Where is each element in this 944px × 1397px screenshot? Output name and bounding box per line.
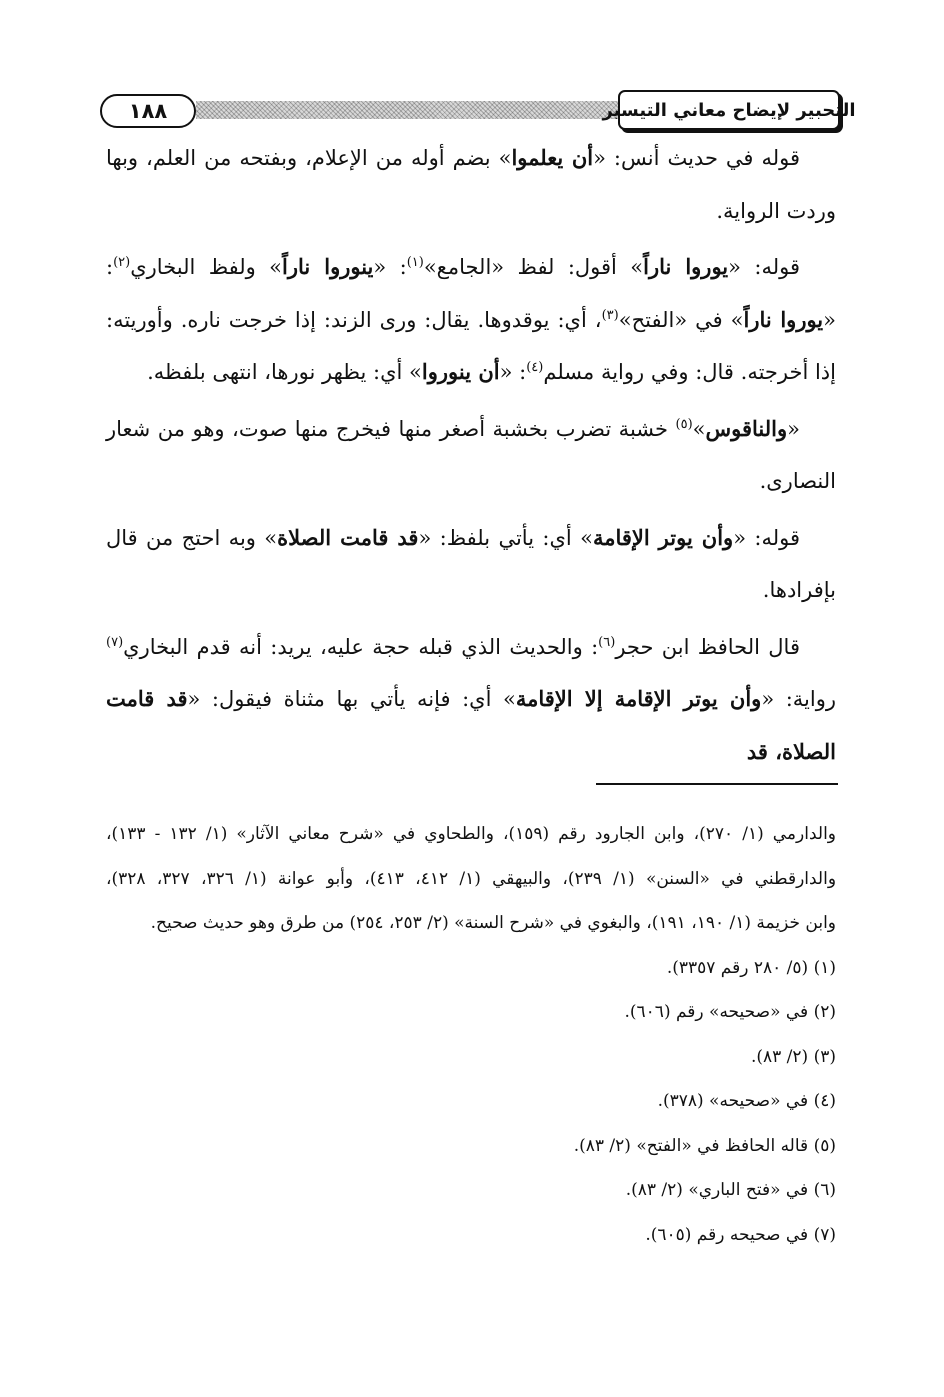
text-run: » أي: يظهر نورها، انتهى بلفظه. — [147, 360, 422, 384]
text-run: : « — [373, 255, 407, 279]
book-title: التحبير لإيضاح معاني التيسير — [602, 99, 856, 121]
quoted-term: قد قامت الصلاة، قد — [106, 686, 836, 764]
text-run: : « — [106, 255, 837, 332]
footnote-6: (٦) في «فتح الباري» (٢/ ٨٣). — [625, 1180, 836, 1200]
text-run: » أقول: لفظ «الجامع» — [423, 255, 644, 279]
page-header — [100, 90, 856, 134]
text-run: خشبة تضرب بخشبة أصغر منها فيخرج منها صوت، وهو من شعار النصارى. — [106, 416, 836, 493]
quoted-term: ينوروا ناراً — [282, 254, 374, 279]
quoted-term: وأن يوتر الإقامة — [592, 524, 734, 550]
footnote-separator — [596, 783, 838, 785]
footnote-continuation-line: وابن خزيمة (١/ ١٩٠، ١٩١)، والبغوي في «شرح السنة» (٢/ ٢٥٣، ٢٥٤) من طرق وهو حديث صحيح. — [150, 913, 836, 933]
text-run: « — [787, 416, 800, 441]
quoted-term: وأن يوتر الإقامة إلا الإقامة — [515, 686, 762, 711]
footnote-5: (٥) قاله الحافظ في «الفتح» (٢/ ٨٣). — [573, 1135, 836, 1156]
quoted-term: قد قامت الصلاة — [277, 524, 419, 550]
text-run: » وبه احتج من قال بإفرادها. — [106, 525, 836, 602]
footnote-ref: (٥) — [675, 416, 693, 432]
quoted-term: يوروا ناراً — [643, 254, 729, 279]
footnote-7: (٧) في صحيحه رقم (٦٠٥). — [645, 1224, 836, 1245]
paragraph-4 — [106, 512, 836, 617]
text-run: : « — [499, 360, 527, 384]
footnote-2: (٢) في «صحيحه» رقم (٦٠٦). — [624, 1002, 836, 1022]
text-run: رواية: « — [761, 687, 836, 711]
text-run: » في «الفتح» — [618, 307, 744, 332]
footnote-ref: (٢) — [113, 255, 131, 270]
paragraph-3 — [106, 403, 836, 508]
main-text — [106, 132, 836, 782]
book-title-box — [602, 90, 856, 130]
footnote-ref: (٦) — [598, 634, 616, 650]
text-run: : والحديث الذي قبله حجة عليه، يريد: أنه قدم البخاري — [123, 634, 599, 659]
text-run: ، أي: يوقدوها. يقال: ورى الزند: إذا خرجت ناره. وأوريته: إذا أخرجته. قال: وفي رواية مسلم — [106, 307, 836, 384]
footnote-3: (٣) (٢/ ٨٣). — [750, 1046, 836, 1067]
footnote-ref: (٧) — [106, 634, 124, 650]
footnote-continuation-line: والدارمي (١/ ٢٧٠)، وابن الجارود رقم (١٥٩)، والطحاوي في «شرح معاني الآثار» (١/ ١٣٢ - ١٣٣)، — [106, 824, 836, 844]
text-run: قوله: « — [728, 255, 800, 279]
footnote-4: (٤) في «صحيحه» (٣٧٨). — [657, 1091, 836, 1111]
quoted-term: والناقوس — [705, 415, 788, 441]
page-number-badge — [100, 94, 196, 128]
paragraph-5 — [106, 621, 836, 779]
footnote-ref: (٣) — [601, 307, 619, 323]
text-run: » ولفظ البخاري — [130, 255, 283, 279]
text-run: قوله في حديث أنس: « — [593, 146, 800, 170]
text-run: » بضم أوله من الإعلام، وبفتحه من العلم، وبها وردت الرواية. — [106, 146, 836, 223]
text-run: » — [692, 416, 706, 441]
header-ornament-band — [196, 101, 620, 119]
quoted-term: يوروا ناراً — [743, 306, 824, 332]
footnote-continuation-line: والدارقطني في «السنن» (١/ ٢٣٩)، والبيهقي (١/ ٤١٢، ٤١٣)، وأبو عوانة (١/ ٣٢٦، ٣٢٧، ٣٢٨)، — [106, 868, 836, 889]
text-run: قال الحافظ ابن حجر — [615, 634, 800, 659]
footnote-ref: (١) — [406, 255, 424, 270]
text-run: » أي: فإنه يأتي بها مثناة فيقول: « — [187, 687, 516, 711]
quoted-term: أن يعلموا — [511, 145, 594, 170]
footnotes — [106, 812, 836, 1257]
footnote-1: (١) (٥/ ٢٨٠ رقم ٣٣٥٧). — [666, 957, 836, 978]
footnote-ref: (٤) — [526, 360, 544, 375]
text-run: » أي: يأتي بلفظ: « — [418, 525, 593, 550]
text-run: قوله: « — [733, 525, 801, 550]
paragraph-2 — [106, 241, 836, 399]
quoted-term: أن ينوروا — [421, 359, 500, 384]
page-number: ١٨٨ — [128, 99, 168, 123]
paragraph-1 — [106, 132, 836, 237]
